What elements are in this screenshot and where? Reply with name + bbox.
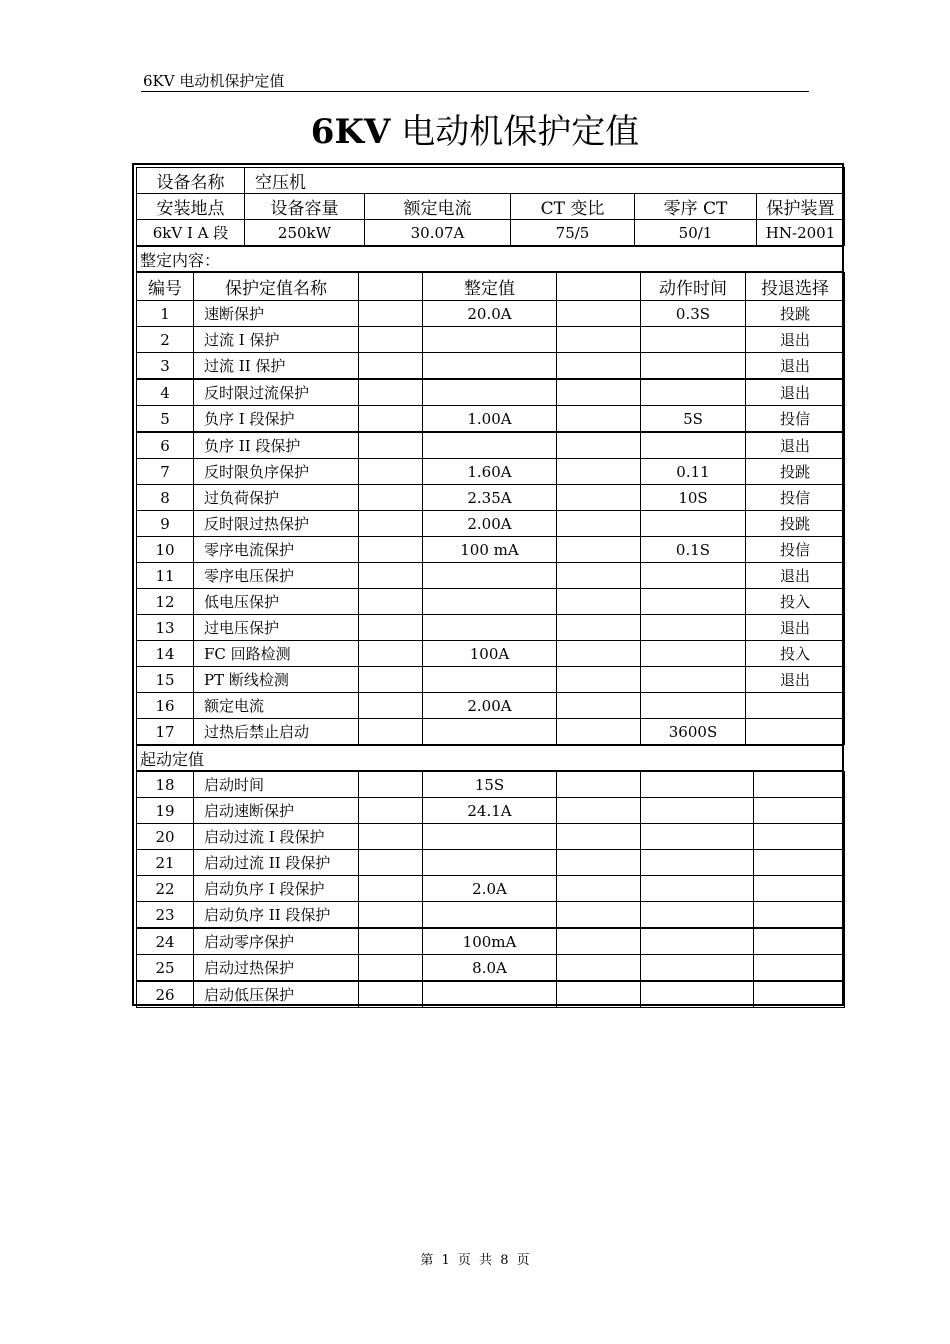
row-value [423, 667, 557, 693]
row-value [423, 981, 557, 1008]
row-number: 26 [137, 981, 194, 1008]
table-row [137, 824, 845, 850]
equipment-header-cell: 安装地点 [137, 194, 245, 220]
row-name: 零序电流保护 [194, 537, 359, 563]
row-select: 退出 [746, 667, 845, 693]
row-name: 启动过流 I 段保护 [194, 824, 359, 850]
page-title [0, 104, 950, 153]
table-row [137, 955, 845, 982]
header-select: 投退选择 [746, 273, 845, 301]
row-blank [557, 928, 641, 955]
row-number: 16 [137, 693, 194, 719]
row-name: 启动负序 I 段保护 [194, 876, 359, 902]
row-value [423, 850, 557, 876]
table-row [137, 615, 845, 641]
settings-header-row [137, 273, 845, 301]
row-time [641, 327, 746, 353]
row-blank [641, 876, 754, 902]
row-time [641, 589, 746, 615]
row-blank [359, 850, 423, 876]
row-select: 投跳 [746, 511, 845, 537]
row-select: 投入 [746, 589, 845, 615]
row-blank [641, 955, 754, 982]
row-number: 15 [137, 667, 194, 693]
row-number: 12 [137, 589, 194, 615]
row-value [423, 902, 557, 929]
table-row [137, 693, 845, 719]
row-blank [359, 485, 423, 511]
header-name: 保护定值名称 [194, 273, 359, 301]
row-blank [754, 850, 845, 876]
row-name: 零序电压保护 [194, 563, 359, 589]
row-blank [557, 981, 641, 1008]
row-blank [557, 850, 641, 876]
row-blank [641, 981, 754, 1008]
header-blank [557, 273, 641, 301]
row-blank [754, 824, 845, 850]
row-name: 反时限负序保护 [194, 459, 359, 485]
row-blank [557, 485, 641, 511]
row-blank [557, 563, 641, 589]
row-number: 22 [137, 876, 194, 902]
row-blank [641, 798, 754, 824]
row-name: 负序 II 段保护 [194, 432, 359, 459]
row-name: 额定电流 [194, 693, 359, 719]
row-select: 投跳 [746, 301, 845, 327]
row-name: 过流 II 保护 [194, 353, 359, 380]
row-blank [754, 876, 845, 902]
row-number: 7 [137, 459, 194, 485]
row-blank [557, 615, 641, 641]
row-blank [557, 719, 641, 745]
row-select: 投入 [746, 641, 845, 667]
row-blank [641, 928, 754, 955]
row-blank [754, 928, 845, 955]
row-blank [754, 981, 845, 1008]
row-blank [359, 928, 423, 955]
row-blank [359, 589, 423, 615]
row-blank [557, 301, 641, 327]
row-number: 17 [137, 719, 194, 745]
row-name: 启动零序保护 [194, 928, 359, 955]
row-blank [557, 589, 641, 615]
row-time: 0.1S [641, 537, 746, 563]
equipment-header-cell: 零序 CT [635, 194, 757, 220]
header-no: 编号 [137, 273, 194, 301]
row-value [423, 615, 557, 641]
row-name: FC 回路检测 [194, 641, 359, 667]
startup-table [136, 771, 845, 1008]
row-name: 启动速断保护 [194, 798, 359, 824]
row-time [641, 432, 746, 459]
row-value [423, 589, 557, 615]
header-time: 动作时间 [641, 273, 746, 301]
row-number: 14 [137, 641, 194, 667]
equipment-header-row [137, 194, 845, 220]
row-time [641, 511, 746, 537]
row-blank [557, 641, 641, 667]
table-row [137, 432, 845, 459]
row-number: 5 [137, 406, 194, 433]
row-blank [557, 955, 641, 982]
header-rule [141, 91, 809, 92]
row-value [423, 824, 557, 850]
header-value: 整定值 [423, 273, 557, 301]
row-value [423, 563, 557, 589]
row-time: 0.11 [641, 459, 746, 485]
row-blank [359, 981, 423, 1008]
settings-section-label: 整定内容： [137, 247, 844, 272]
row-name: 启动低压保护 [194, 981, 359, 1008]
table-row [137, 876, 845, 902]
row-blank [359, 772, 423, 798]
row-blank [754, 798, 845, 824]
row-number: 23 [137, 902, 194, 929]
row-select: 退出 [746, 563, 845, 589]
row-name: 启动负序 II 段保护 [194, 902, 359, 929]
row-blank [359, 902, 423, 929]
row-blank [557, 876, 641, 902]
equipment-value-cell: 50/1 [635, 220, 757, 246]
table-row [137, 719, 845, 745]
table-row [137, 772, 845, 798]
equipment-value-row [137, 220, 845, 246]
row-value [423, 379, 557, 406]
row-name: 过负荷保护 [194, 485, 359, 511]
row-blank [641, 850, 754, 876]
row-number: 2 [137, 327, 194, 353]
row-value: 24.1A [423, 798, 557, 824]
row-time [641, 563, 746, 589]
row-name: 过电压保护 [194, 615, 359, 641]
table-row [137, 589, 845, 615]
table-row [137, 902, 845, 929]
row-select: 退出 [746, 379, 845, 406]
equipment-value-cell: HN-2001 [757, 220, 845, 246]
row-blank [754, 955, 845, 982]
row-number: 8 [137, 485, 194, 511]
equipment-header-cell: 保护装置 [757, 194, 845, 220]
row-number: 11 [137, 563, 194, 589]
row-time [641, 667, 746, 693]
row-number: 18 [137, 772, 194, 798]
row-blank [359, 876, 423, 902]
row-number: 3 [137, 353, 194, 380]
row-time: 10S [641, 485, 746, 511]
startup-section-label: 起动定值 [137, 746, 844, 771]
row-number: 19 [137, 798, 194, 824]
equipment-table [136, 167, 845, 246]
row-number: 24 [137, 928, 194, 955]
row-value: 100A [423, 641, 557, 667]
table-row [137, 406, 845, 433]
table-row [137, 850, 845, 876]
row-blank [557, 798, 641, 824]
table-row [137, 379, 845, 406]
row-number: 20 [137, 824, 194, 850]
equipment-value-cell: 6kV Ⅰ A 段 [137, 220, 245, 246]
row-name: 启动时间 [194, 772, 359, 798]
row-blank [557, 379, 641, 406]
row-blank [557, 772, 641, 798]
row-number: 6 [137, 432, 194, 459]
table-row [137, 485, 845, 511]
header-blank [359, 273, 423, 301]
row-blank [557, 459, 641, 485]
row-name: 过热后禁止启动 [194, 719, 359, 745]
row-value: 1.60A [423, 459, 557, 485]
settings-table [136, 272, 845, 745]
row-time [641, 615, 746, 641]
row-value [423, 327, 557, 353]
row-blank [359, 824, 423, 850]
row-name: 速断保护 [194, 301, 359, 327]
table-row [137, 928, 845, 955]
row-select: 投信 [746, 406, 845, 433]
row-blank [557, 511, 641, 537]
table-row [137, 981, 845, 1008]
row-time: 0.3S [641, 301, 746, 327]
row-name: 启动过流 II 段保护 [194, 850, 359, 876]
equipment-header-cell: 设备容量 [245, 194, 365, 220]
row-name: 启动过热保护 [194, 955, 359, 982]
row-select: 投信 [746, 485, 845, 511]
row-blank [754, 902, 845, 929]
row-blank [557, 667, 641, 693]
row-value [423, 432, 557, 459]
row-select: 退出 [746, 615, 845, 641]
row-blank [557, 537, 641, 563]
table-row [137, 563, 845, 589]
row-value: 15S [423, 772, 557, 798]
row-name: 负序 I 段保护 [194, 406, 359, 433]
row-blank [641, 902, 754, 929]
row-value: 2.00A [423, 693, 557, 719]
row-blank [557, 902, 641, 929]
row-value: 2.35A [423, 485, 557, 511]
table-row [137, 327, 845, 353]
row-name: PT 断线检测 [194, 667, 359, 693]
row-blank [557, 406, 641, 433]
table-row [137, 459, 845, 485]
table-row [137, 511, 845, 537]
row-time [641, 693, 746, 719]
row-value: 100mA [423, 928, 557, 955]
table-row [137, 537, 845, 563]
row-blank [359, 353, 423, 380]
row-blank [359, 379, 423, 406]
row-name: 过流 I 保护 [194, 327, 359, 353]
settings-sheet [136, 167, 845, 1008]
equipment-value-cell: 75/5 [511, 220, 635, 246]
row-blank [641, 772, 754, 798]
row-value [423, 353, 557, 380]
running-header: 6KV 电动机保护定值 [143, 72, 285, 90]
table-row [137, 301, 845, 327]
equipment-name-value: 空压机 [245, 168, 845, 194]
row-blank [359, 719, 423, 745]
row-blank [359, 301, 423, 327]
row-blank [359, 511, 423, 537]
row-blank [359, 693, 423, 719]
row-blank [359, 563, 423, 589]
row-name: 低电压保护 [194, 589, 359, 615]
row-blank [359, 955, 423, 982]
settings-section-header [136, 246, 844, 272]
row-select: 投跳 [746, 459, 845, 485]
equipment-header-cell: 额定电流 [365, 194, 511, 220]
row-blank [641, 824, 754, 850]
row-blank [557, 693, 641, 719]
row-blank [557, 432, 641, 459]
row-blank [557, 824, 641, 850]
row-select: 退出 [746, 432, 845, 459]
row-time [641, 641, 746, 667]
row-blank [359, 641, 423, 667]
row-blank [359, 798, 423, 824]
row-value: 20.0A [423, 301, 557, 327]
row-select [746, 693, 845, 719]
row-value: 2.0A [423, 876, 557, 902]
startup-section-header [136, 745, 844, 771]
row-blank [359, 537, 423, 563]
row-value [423, 719, 557, 745]
row-blank [359, 459, 423, 485]
row-blank [359, 667, 423, 693]
row-time: 5S [641, 406, 746, 433]
equipment-name-label: 设备名称 [137, 168, 245, 194]
row-blank [359, 406, 423, 433]
table-row [137, 667, 845, 693]
row-select: 退出 [746, 353, 845, 380]
row-blank [359, 615, 423, 641]
table-row [137, 641, 845, 667]
row-time [641, 379, 746, 406]
row-blank [359, 327, 423, 353]
row-blank [754, 772, 845, 798]
title-rest: 电动机保护定值 [401, 112, 640, 152]
row-select: 退出 [746, 327, 845, 353]
row-number: 25 [137, 955, 194, 982]
row-number: 4 [137, 379, 194, 406]
row-number: 9 [137, 511, 194, 537]
row-number: 1 [137, 301, 194, 327]
row-blank [359, 432, 423, 459]
equipment-header-cell: CT 变比 [511, 194, 635, 220]
row-name: 反时限过流保护 [194, 379, 359, 406]
row-select: 投信 [746, 537, 845, 563]
row-name: 反时限过热保护 [194, 511, 359, 537]
row-number: 21 [137, 850, 194, 876]
row-number: 10 [137, 537, 194, 563]
row-value: 100 mA [423, 537, 557, 563]
table-row [137, 353, 845, 380]
row-blank [557, 327, 641, 353]
row-value: 2.00A [423, 511, 557, 537]
table-row [137, 798, 845, 824]
row-time: 3600S [641, 719, 746, 745]
equipment-value-cell: 250kW [245, 220, 365, 246]
page-footer: 第 1 页 共 8 页 [420, 1253, 530, 1268]
row-time [641, 353, 746, 380]
equipment-value-cell: 30.07A [365, 220, 511, 246]
row-value: 8.0A [423, 955, 557, 982]
row-value: 1.00A [423, 406, 557, 433]
row-select [746, 719, 845, 745]
title-bold: 6KV [310, 112, 391, 152]
row-number: 13 [137, 615, 194, 641]
row-blank [557, 353, 641, 380]
